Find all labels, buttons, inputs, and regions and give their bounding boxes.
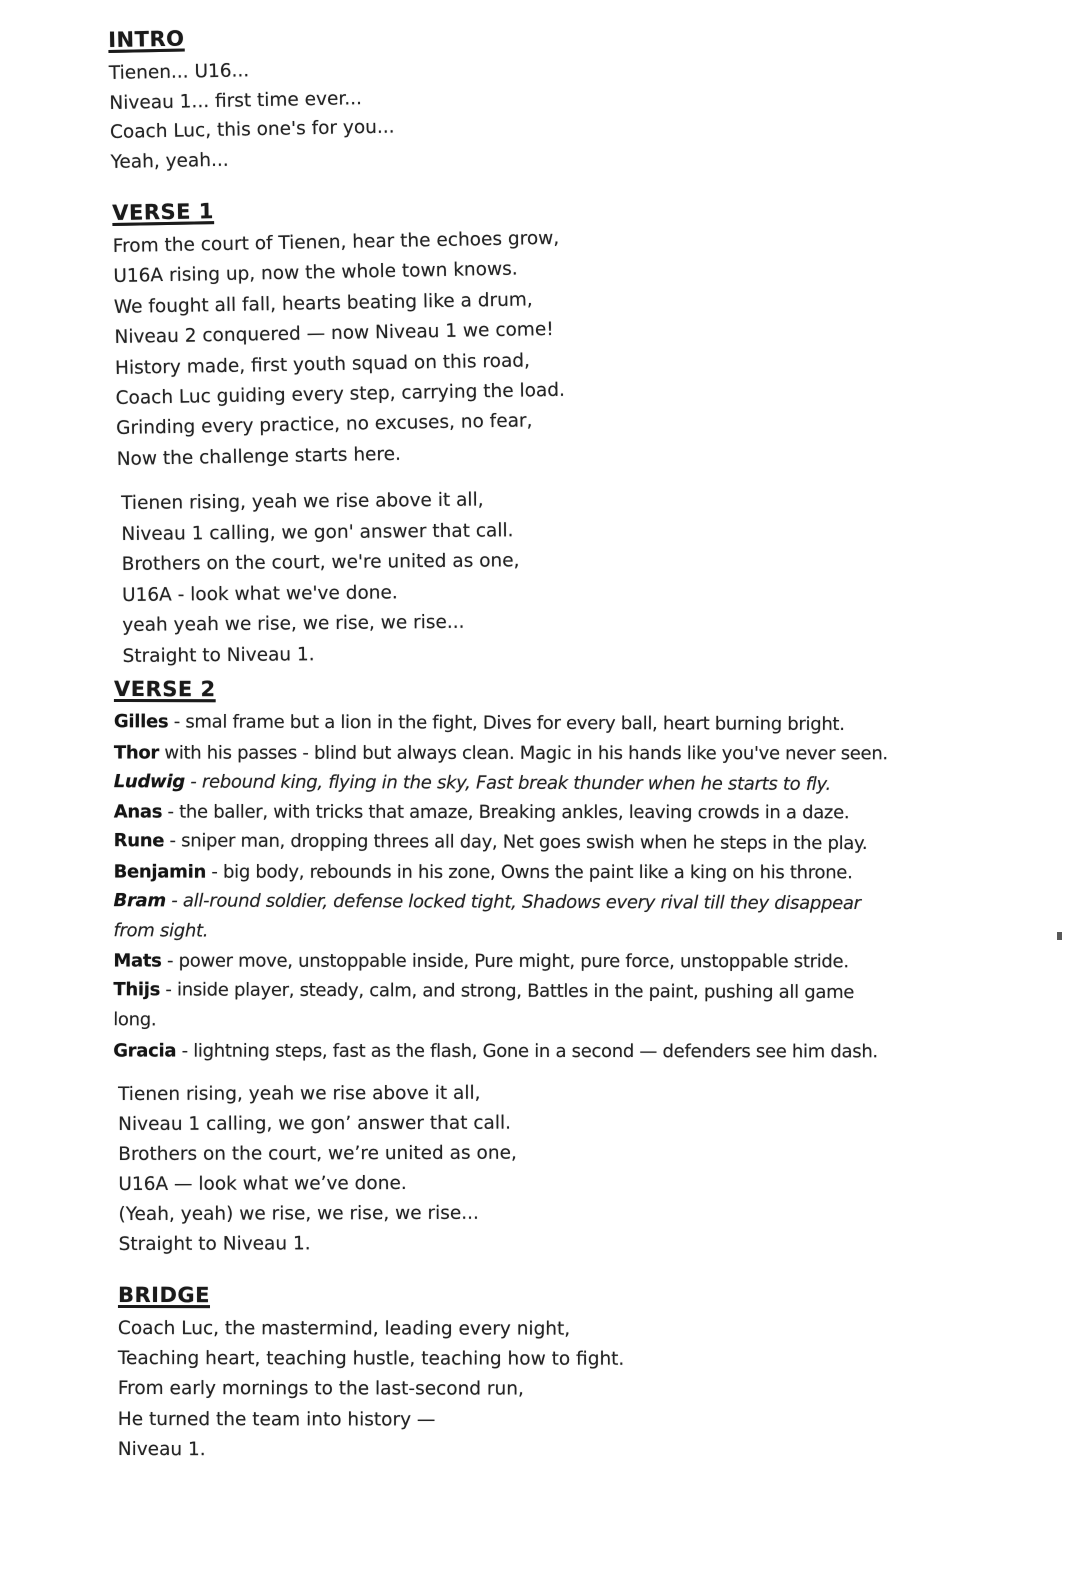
lyric-line: Teaching heart, teaching hustle, teaching how to fight. [117, 1348, 625, 1370]
lyric-line: Niveau 1 calling, we gon’ answer that call. [118, 1112, 512, 1135]
section-chorus-2 [118, 1079, 517, 1260]
section-heading-verse-2: VERSE 2 [113, 677, 216, 702]
lyric-line: We fought all fall, hearts beating like a drum, [113, 289, 533, 318]
section-intro [108, 23, 395, 177]
lyric-line: Niveau 1... first time ever... [109, 87, 363, 114]
player-desc: - smal frame but a lion in the fight, Dives for every ball, heart burning bright. [168, 711, 845, 735]
player-name: Thijs [113, 979, 161, 1001]
player-desc: - inside player, steady, calm, and strong, Battles in the paint, pushing all game long. [113, 979, 855, 1031]
lyric-line: Yeah, yeah... [110, 149, 229, 173]
lyric-line: yeah yeah we rise, we rise, we rise... [122, 611, 465, 636]
section-heading-intro: INTRO [108, 26, 185, 52]
player-line [113, 947, 1063, 978]
player-name: Ludwig [113, 770, 185, 793]
lyric-line: Niveau 1 calling, we gon' answer that call. [121, 519, 514, 545]
player-desc: - rebound king, flying in the sky, Fast break thunder when he starts to fly. [184, 771, 831, 795]
player-desc: - power move, unstoppable inside, Pure might, pure force, unstoppable stride. [161, 950, 849, 973]
player-line [113, 975, 1063, 1038]
lyric-line: From early mornings to the last-second run, [117, 1378, 524, 1400]
section-heading-bridge: BRIDGE [117, 1283, 211, 1308]
player-desc: - all-round soldier, defense locked tight, Shadows every rival till they disappear from sight. [113, 890, 861, 942]
lyric-line: (Yeah, yeah) we rise, we rise, we rise... [118, 1202, 479, 1225]
player-desc: with his passes - blind but always clean. Magic in his hands like you've never seen. [158, 742, 888, 765]
section-bridge [118, 1283, 625, 1466]
lyric-line: From the court of Tienen, hear the echoes grow, [112, 227, 560, 257]
player-line [113, 886, 1063, 949]
section-chorus-1 [121, 485, 521, 672]
player-desc: - sniper man, dropping threes all day, Net goes swish when he steps in the play. [164, 830, 868, 855]
scan-speck [1057, 932, 1062, 940]
lyric-line: Niveau 2 conquered — now Niveau 1 we come! [114, 319, 554, 349]
lyric-line: Now the challenge starts here. [116, 443, 402, 470]
player-name: Gilles [113, 711, 169, 733]
lyric-line: U16A - look what we've done. [121, 581, 398, 606]
lyric-line: Coach Luc guiding every step, carrying the load. [115, 379, 566, 409]
lyric-line: Straight to Niveau 1. [122, 643, 315, 667]
section-verse-1 [112, 193, 566, 475]
player-desc: - big body, rebounds in his zone, Owns the paint like a king on his throne. [205, 861, 853, 884]
lyric-line: Niveau 1. [117, 1438, 206, 1460]
player-line [114, 826, 1064, 859]
player-line [114, 738, 1064, 769]
player-desc: - lightning steps, fast as the flash, Gone in a second — defenders see him dash. [176, 1040, 878, 1063]
player-line [114, 707, 1064, 740]
lyric-line: Tienen rising, yeah we rise above it all, [118, 1082, 481, 1105]
player-name: Rune [113, 830, 165, 852]
section-heading-verse-1: VERSE 1 [112, 199, 215, 225]
lyric-line: Coach Luc, the mastermind, leading every night, [117, 1318, 571, 1340]
lyric-line: Brothers on the court, we're united as one, [121, 550, 520, 575]
lyric-line: Brothers on the court, we’re united as one, [118, 1142, 517, 1165]
lyric-line: Coach Luc, this one's for you... [109, 116, 395, 143]
lyric-line: Straight to Niveau 1. [118, 1233, 311, 1255]
lyric-line: U16A — look what we’ve done. [118, 1172, 407, 1195]
lyric-line: He turned the team into history — [117, 1408, 436, 1431]
section-verse-2 [113, 677, 1064, 1068]
lyric-line: Tienen rising, yeah we rise above it all, [121, 489, 484, 514]
player-name: Mats [113, 950, 162, 972]
lyric-line: Tienen... U16... [108, 60, 250, 84]
player-name: Bram [113, 889, 166, 912]
lyric-line: U16A rising up, now the whole town knows. [113, 258, 518, 288]
player-line [113, 1036, 1063, 1067]
lyric-line: Grinding every practice, no excuses, no fear, [115, 410, 533, 440]
player-name: Benjamin [113, 861, 207, 883]
player-line [114, 798, 1064, 829]
player-desc: - the baller, with tricks that amaze, Breaking ankles, leaving crowds in a daze. [162, 801, 850, 824]
lyric-line: History made, first youth squad on this road, [114, 349, 531, 379]
player-name: Gracia [113, 1040, 177, 1062]
player-name: Anas [113, 801, 163, 823]
player-name: Thor [113, 742, 159, 764]
player-line [114, 857, 1064, 888]
player-line [114, 767, 1064, 800]
